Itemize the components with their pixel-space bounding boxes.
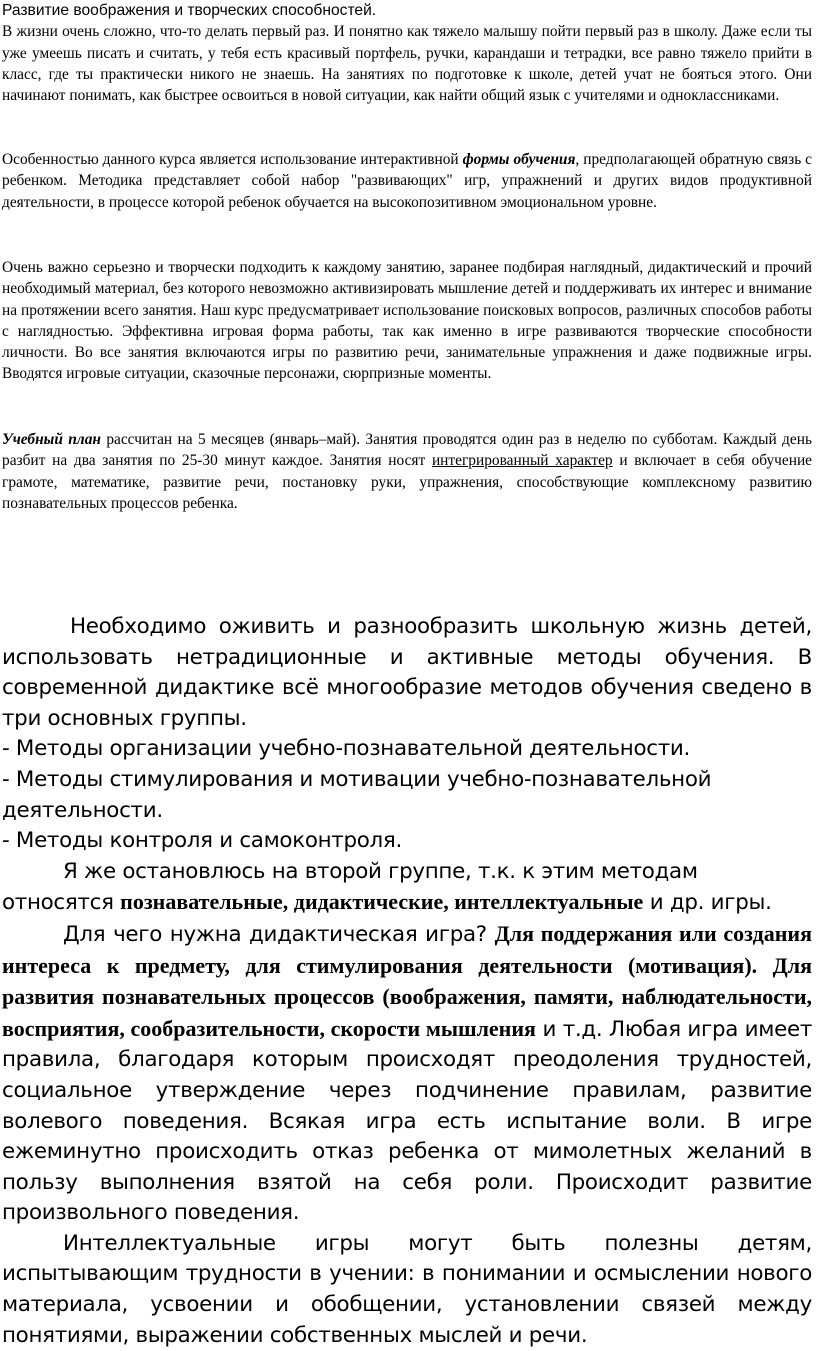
methods-list-item-3: - Методы контроля и самоконтроля.	[2, 828, 402, 854]
main-section	[2, 612, 812, 1351]
document-title: Развитие воображения и творческих способностей.	[2, 2, 377, 19]
intro-p4-text-a: рассчитан на 5 месяцев (январь–май). Занятия проводятся один раз в неделю по субботам. Каждый день разбит на два занятия по 25-30 минут каждое. Занятия носят	[2, 431, 812, 470]
purpose-bold: Для поддержания или создания интереса к предмету, для стимулирования деятельности (мотивация). Для развития познавательных процессов (воображения, памяти, наблюдательности, восприятия, сообразительности, скорости мышления	[2, 920, 813, 1041]
main-paragraph-2	[2, 857, 812, 919]
intro-p4-text-b: и включает в себя обучение грамоте, математике, развитие речи, постановку руки, упражнения, способствующие комплексному развитию познавательных процессов ребенка.	[2, 452, 813, 512]
intro-p2-emphasis: формы обучения	[462, 151, 576, 168]
intro-paragraph-4	[2, 429, 812, 514]
methods-list-item-1: - Методы организации учебно-познавательной деятельности.	[2, 736, 690, 762]
intro-paragraph-3	[2, 257, 812, 385]
main-p3-text-b: и т.д. Любая игра имеет правила, благодаря которым происходят преодоления трудностей, социальное утверждение через подчинение правилам, развитие волевого поведения. Всякая игра есть испытание воли. В игре ежеминутно происходить отказ ребенка от мимолетных желаний в пользу выполнения взятой на себя роли. Происходит развитие произвольного поведения.	[2, 1016, 812, 1226]
intro-paragraph-2	[2, 149, 812, 213]
intro-p3-text: Очень важно серьезно и творчески подходить к каждому занятию, заранее подбирая наглядный, дидактический и прочий необходимый материал, без которого невозможно активизировать мышление детей и поддерживать их интерес и внимание на протяжении всего занятия. Наш курс предусматривает использование поисковых вопросов, различных способов работы с наглядностью. Эффективна игровая форма работы, так как именно в игре развиваются творческие способности личности. Во все занятия включаются игры по развитию речи, занимательные упражнения и даже подвижные игры. Вводятся игровые ситуации, сказочные персонажи, сюрпризные моменты.	[2, 259, 812, 383]
main-p3-text-a: Для чего нужна дидактическая игра?	[63, 921, 495, 947]
main-p2-text-b: и др. игры.	[643, 890, 772, 916]
intro-p2-text-a: Особенностью данного курса является использование интерактивной	[2, 151, 463, 168]
main-paragraph-4: Интеллектуальные игры могут быть полезны детям, испытывающим трудности в учении: в понимании и осмыслении нового материала, усвоении и обобщении, установлении связей между понятиями, выражении собственных мыслей и речи.	[2, 1230, 812, 1348]
integrated-character-link: интегрированный характер	[431, 452, 613, 470]
curriculum-label: Учебный план	[2, 431, 101, 448]
game-types-bold: познавательные, дидактические, интеллектуальные	[120, 889, 644, 915]
intro-paragraph-1: В жизни очень сложно, что-то делать первый раз. И понятно как тяжело малышу пойти первый раз в школу. Даже если ты уже умеешь писать и считать, у тебя есть красивый портфель, ручки, карандаши и тетрадки, все равно тяжело прийти в класс, где ты практически никого не знаешь. На занятиях по подготовке к школе, детей учат не бояться этого. Они начинают понимать, как быстрее освоиться в новой ситуации, как найти общий язык с учителями и одноклассниками.	[2, 23, 812, 105]
main-paragraph-1: Необходимо оживить и разнообразить школьную жизнь детей, использовать нетрадиционные и активные методы обучения. В современной дидактике всё многообразие методов обучения сведено в три основных группы.	[2, 614, 812, 731]
main-p2-text-a: Я же остановлюсь на второй группе, т.к. к этим методам относятся	[2, 858, 698, 916]
intro-section	[2, 0, 812, 106]
main-paragraph-3	[2, 919, 812, 1229]
methods-list-item-2: - Методы стимулирования и мотивации учебно-познавательной деятельности.	[2, 766, 712, 823]
intro-p2-text-b: , предполагающей обратную связь с ребенком. Методика представляет собой набор "развивающих" игр, упражнений и других видов продуктивной деятельности, в процессе которой ребенок обучается на высокопозитивном эмоциональном уровне.	[2, 151, 813, 211]
